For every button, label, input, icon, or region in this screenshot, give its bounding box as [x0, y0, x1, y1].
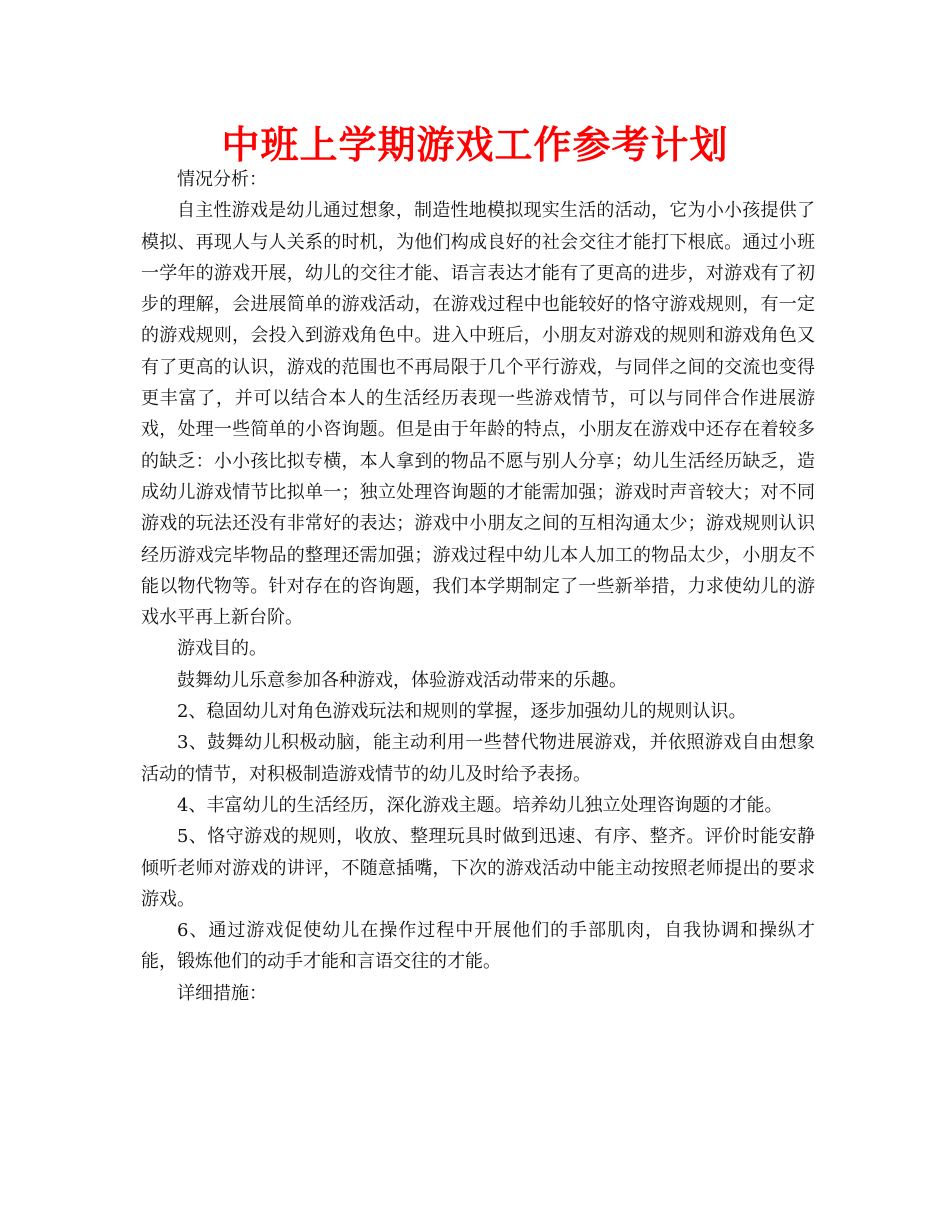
- paragraph-goal-1: 鼓舞幼儿乐意参加各种游戏，体验游戏活动带来的乐趣。: [177, 669, 627, 691]
- paragraph-goal-4: 4、丰富幼儿的生活经历，深化游戏主题。培养幼儿独立处理咨询题的才能。: [177, 794, 783, 816]
- document-title: 中班上学期游戏工作参考计划: [221, 123, 729, 167]
- paragraph-goal-2: 2、稳固幼儿对角色游戏玩法和规则的掌握，逐步加强幼儿的规则认识。: [177, 701, 747, 723]
- paragraph-measures-heading: 详细措施：: [177, 982, 267, 1004]
- paragraph-goal-6: 6、通过游戏促使幼儿在操作过程中开展他们的手部肌肉，自我协调和操纵才能，锻炼他们的动手才能和言语交往的才能。: [141, 920, 815, 973]
- paragraph-situation-heading: 情况分析：: [177, 169, 267, 190]
- document-body: [141, 164, 815, 1009]
- paragraph-situation-analysis: 自主性游戏是幼儿通过想象，制造性地模拟现实生活的活动，它为小小孩提供了模拟、再现人与人关系的时机，为他们构成良好的社会交往才能打下根底。通过小班一学年的游戏开展，幼儿的交往才能、语言表达才能有了更高的进步，对游戏有了初步的理解，会进展简单的游戏活动，在游戏过程中也能较好的恪守游戏规则，有一定的游戏规则，会投入到游戏角色中。进入中班后，小朋友对游戏的规则和游戏角色又有了更高的认识，游戏的范围也不再局限于几个平行游戏，与同伴之间的交流也变得更丰富了，并可以结合本人的生活经历表现一些游戏情节，可以与同伴合作进展游戏，处理一些简单的小咨询题。但是由于年龄的特点，小朋友在游戏中还存在着较多的缺乏：小小孩比拟专横，本人拿到的物品不愿与别人分享；幼儿生活经历缺乏，造成幼儿游戏情节比拟单一；独立处理咨询题的才能需加强；游戏时声音较大；对不同游戏的玩法还没有非常好的表达；游戏中小朋友之间的互相沟通太少；游戏规则认识经历游戏完毕物品的整理还需加强；游戏过程中幼儿本人加工的物品太少，小朋友不能以物代物等。针对存在的咨询题，我们本学期制定了一些新举措，力求使幼儿的游戏水平再上新台阶。: [141, 200, 815, 629]
- paragraph-goal-3: 3、鼓舞幼儿积极动脑，能主动利用一些替代物进展游戏，并依照游戏自由想象活动的情节，对积极制造游戏情节的幼儿及时给予表扬。: [141, 732, 815, 785]
- paragraph-goal-5: 5、恪守游戏的规则，收放、整理玩具时做到迅速、有序、整齐。评价时能安静倾听老师对游戏的讲评，不随意插嘴，下次的游戏活动中能主动按照老师提出的要求游戏。: [141, 826, 815, 910]
- paragraph-goals-heading: 游戏目的。: [177, 638, 267, 660]
